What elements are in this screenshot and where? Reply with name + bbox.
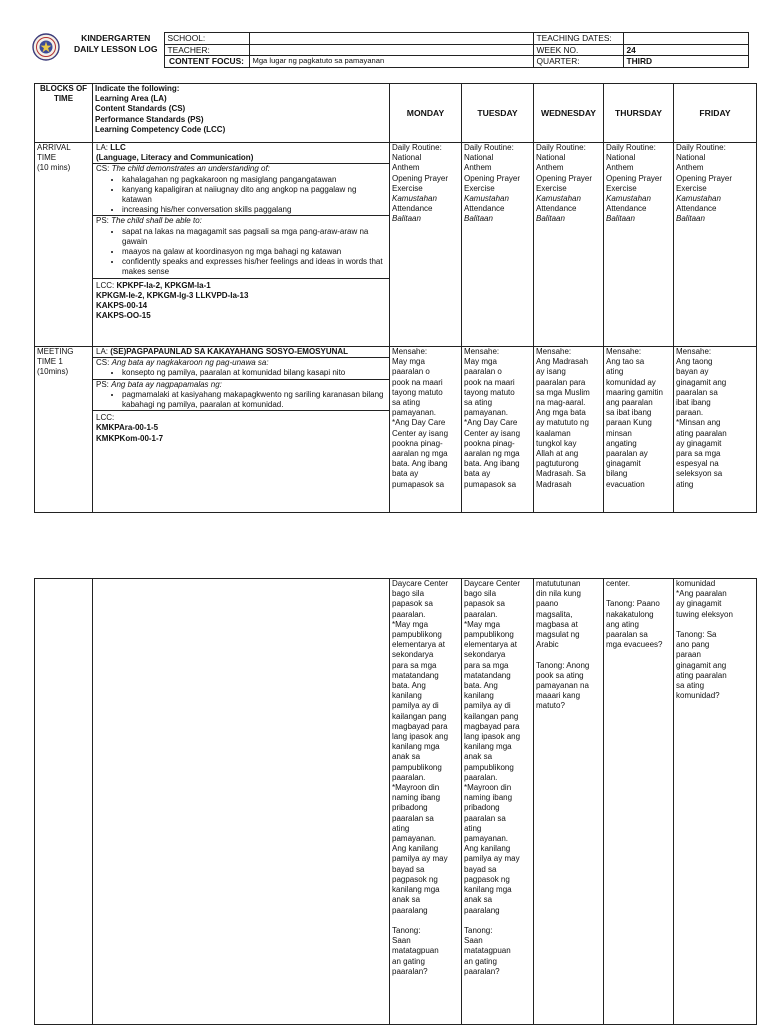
cs-list [96,368,386,378]
content-focus-label: CONTENT FOCUS: [164,56,249,68]
la-value: LLC [110,143,126,152]
routine-line: Attendance [536,204,577,214]
routine-line: Kamustahan [464,194,509,204]
routine-line: National [392,153,422,163]
meeting-tuesday: Mensahe: May mga paaralan o pook na maari tayong matuto sa ating pamayanan. *Ang Day Care Center ay isang pookna pinag- aaralan ng mga bata. Ang ibang bata ay pumapasok sa [462,347,534,513]
ps-item: • confidently speaks and expresses his/her feelings and ideas in words that makes sense [122,257,386,277]
routine-line: Balitaan [536,214,565,224]
quarter-label: QUARTER: [533,56,623,68]
content-focus-value: Mga lugar ng pagkatuto sa pamayanan [249,56,533,68]
routine-line: Exercise [392,183,423,193]
arrival-wednesday [534,143,604,347]
indicate-header [93,84,390,143]
ps-label: PS: [96,216,109,226]
routine-line: Kamustahan [606,194,651,204]
routine-line: Opening Prayer [392,173,449,183]
meeting-standards [93,347,390,513]
day-header-thursday: THURSDAY [604,84,674,143]
cs-intro: Ang bata ay nagkakaroon ng pag-unawa sa: [111,358,269,368]
indicate-line: Learning Competency Code (LCC) [95,124,226,134]
routine-line: Opening Prayer [676,173,733,183]
continuation-thursday: center. Tanong: Paano nakakatulong ang ating paaralan sa mga evacuees? [604,579,674,1025]
ps-item: • sapat na lakas na magagamit sas pagsali sa mga pang-araw-araw na gawain [122,227,386,247]
routine-line: Exercise [606,183,637,193]
indicate-line: Content Standards (CS) [95,104,186,114]
day-header-monday: MONDAY [390,84,462,143]
indicate-line: Learning Area (LA) [95,94,167,104]
cs-intro: The child demonstrates an understanding of: [111,164,270,174]
routine-line: National [536,153,566,163]
routine-line: Anthem [676,163,704,173]
indicate-line: Performance Standards (PS) [95,114,204,124]
time-line: TIME 1 [37,357,63,367]
arrival-time-label [35,143,93,347]
ps-item: • maayos na galaw at koordinasyon ng mga bahagi ng katawan [122,247,386,257]
ps-item: • pagmamalaki at kasiyahang makapagkwento ng sariling karanasan bilang kabahagi ng pamilya, paaralan at komunidad. [122,390,386,410]
logo-cell [20,33,68,68]
school-label: SCHOOL: [164,33,249,45]
routine-line: Daily Routine: [676,143,726,152]
lesson-log-header [20,32,749,68]
meeting-wednesday: Mensahe: Ang Madrasah ay isang paaralan para sa mga Muslim na mag-aaral. Ang mga bata ay matututo ng kaalaman tungkol kay Allah at ang pagtuturong Madrasah. Sa Madrasah [534,347,604,513]
ps-intro: The child shall be able to: [111,216,202,226]
arrival-standards [93,143,390,347]
arrival-tuesday [462,143,534,347]
routine-line: Exercise [536,183,567,193]
meeting-time-label [35,347,93,513]
cs-item: • kanyang kapaligiran at naiiugnay dito ang angkop na paggalaw ng katawan [122,185,386,205]
routine-line: Attendance [606,204,647,214]
lcc-line: KAKPS-00-14 [96,301,148,311]
routine-line: Daily Routine: [392,143,442,152]
routine-line: National [606,153,636,163]
continuation-wednesday: matututunan din nila kung paano magsalita, magbasa at magsulat ng Arabic Tanong: Anong pook sa ating pamayanan na maaari kang matuto? [534,579,604,1025]
title-line2: DAILY LESSON LOG [73,43,158,54]
routine-line: Anthem [536,163,564,173]
continuation-tuesday: Daycare Center bago sila papasok sa paaralan. *May mga pampublikong elementarya at sekondarya para sa mga matatandang bata. Ang kanilang pamilya ay di kailangan pang magbayad para lang ipasok ang kanilang mga anak sa pampublikong paaralan. *Mayroon din naming ibang pribadong paaralan sa ating pamayanan. Ang kanilang pamilya ay may bayad sa pagpasok ng kanilang mga anak sa paaralang Tanong: Saan matatagpuan an gating paaralan? [462,579,534,1025]
cs-item: • kahalagahan ng pagkakaroon ng masiglang pangangatawan [122,175,386,185]
routine-line: National [464,153,494,163]
ps-label: PS: [96,379,109,389]
time-line: ARRIVAL [37,143,71,152]
indicate-line: Indicate the following: [95,84,180,93]
document-title [68,33,164,68]
meeting-monday: Mensahe: May mga paaralan o pook na maari tayong matuto sa ating pamayanan. *Ang Day Care Center ay isang pookna pinag- aaralan ng mga bata. Ang ibang bata ay pumapasok sa [390,347,462,513]
cs-label: CS: [96,164,110,174]
cs-list [96,175,386,216]
la-label: LA: [96,143,109,152]
routine-line: Attendance [676,204,717,214]
routine-line: Balitaan [676,214,705,224]
cs-item: • konsepto ng pamilya, paaralan at komunidad bilang kasapi nito [122,368,386,378]
routine-line: Attendance [464,204,505,214]
routine-line: Balitaan [464,214,493,224]
quarter-value: THIRD [623,56,748,68]
time-line: TIME [37,153,57,163]
time-line: (10 mins) [37,163,71,173]
routine-line: Daily Routine: [536,143,586,152]
continuation-monday: Daycare Center bago sila papasok sa paaralan. *May mga pampublikong elementarya at sekondarya para sa mga matatandang bata. Ang kanilang pamilya ay di kailangan pang magbayad para lang ipasok ang kanilang mga anak sa pampublikong paaralan. *Mayroon din naming ibang pribadong paaralan sa ating pamayanan. Ang kanilang pamilya ay may bayad sa pagpasok ng kanilang mga anak sa paaralang Tanong: Saan matatagpuan an gating paaralan? [390,579,462,1025]
la-value: (SE)PAGPAPAUNLAD SA KAKAYAHANG SOSYO-EMOSYUNAL [110,347,349,356]
lesson-plan-table [34,83,757,513]
continuation-friday: komunidad *Ang paaralan ay ginagamit tuwing eleksyon Tanong: Sa ano pang paraan ginagamit ang ating paaralan sa ating komunidad? [674,579,757,1025]
lcc-label: LCC: [96,280,115,290]
arrival-friday [674,143,757,347]
la-label: LA: [96,347,109,356]
la-full: (Language, Literacy and Communication) [96,153,254,163]
cs-label: CS: [96,358,110,368]
school-field[interactable] [249,33,533,45]
routine-line: Exercise [464,183,495,193]
teacher-field[interactable] [249,44,533,56]
blocks-of-time-header: BLOCKS OF TIME [35,84,93,143]
lcc-line: KPKGM-Ie-2, KPKGM-Ig-3 LLKVPD-Ia-13 [96,290,249,300]
day-header-wednesday: WEDNESDAY [534,84,604,143]
routine-line: Daily Routine: [464,143,514,152]
day-header-tuesday: TUESDAY [462,84,534,143]
arrival-monday [390,143,462,347]
day-header-friday: FRIDAY [674,84,757,143]
meeting-thursday: Mensahe: Ang tao sa ating komunidad ay maaring gamitin ang paaralan sa ibat ibang paraan Kung minsan angating paaralan ay ginagamit bilang evacuation [604,347,674,513]
routine-line: Opening Prayer [606,173,663,183]
routine-line: Anthem [464,163,492,173]
continuation-table [34,578,757,1025]
teacher-label: TEACHER: [164,44,249,56]
continuation-time-cell [35,579,93,1025]
cs-item: • increasing his/her conversation skills paggalang [122,205,386,215]
routine-line: National [676,153,706,163]
teaching-dates-field[interactable] [623,33,748,45]
routine-line: Kamustahan [536,194,581,204]
ps-list [96,390,386,410]
routine-line: Anthem [606,163,634,173]
routine-line: Exercise [676,183,707,193]
meeting-friday: Mensahe: Ang taong bayan ay ginagamit ang paaralan sa ibat ibang paraan. *Minsan ang ating paaralan ay ginagamit para sa mga espesyal na seleksyon sa ating [674,347,757,513]
title-line1: KINDERGARTEN [81,32,151,43]
ps-intro: Ang bata ay nagpapamalas ng: [111,379,222,389]
lcc-line: KPKPF-Ia-2, KPKGM-Ia-1 [116,280,211,290]
routine-line: Kamustahan [392,194,437,204]
lcc-line: KMKPKom-00-1-7 [96,433,164,443]
routine-line: Kamustahan [676,194,721,204]
ps-list [96,227,386,278]
lcc-line: KAKPS-OO-15 [96,311,151,321]
time-line: (10mins) [37,367,69,377]
lcc-line: KMKPAra-00-1-5 [96,423,159,433]
routine-line: Anthem [392,163,420,173]
routine-line: Balitaan [392,214,421,224]
arrival-thursday [604,143,674,347]
time-line: MEETING [37,347,74,356]
routine-line: Opening Prayer [536,173,593,183]
continuation-standards-cell [93,579,390,1025]
lcc-label: LCC: [96,413,115,423]
week-value: 24 [623,44,748,56]
teaching-dates-label: TEACHING DATES: [533,33,623,45]
routine-line: Daily Routine: [606,143,656,152]
week-label: WEEK NO. [533,44,623,56]
routine-line: Opening Prayer [464,173,521,183]
routine-line: Attendance [392,204,433,214]
routine-line: Balitaan [606,214,635,224]
